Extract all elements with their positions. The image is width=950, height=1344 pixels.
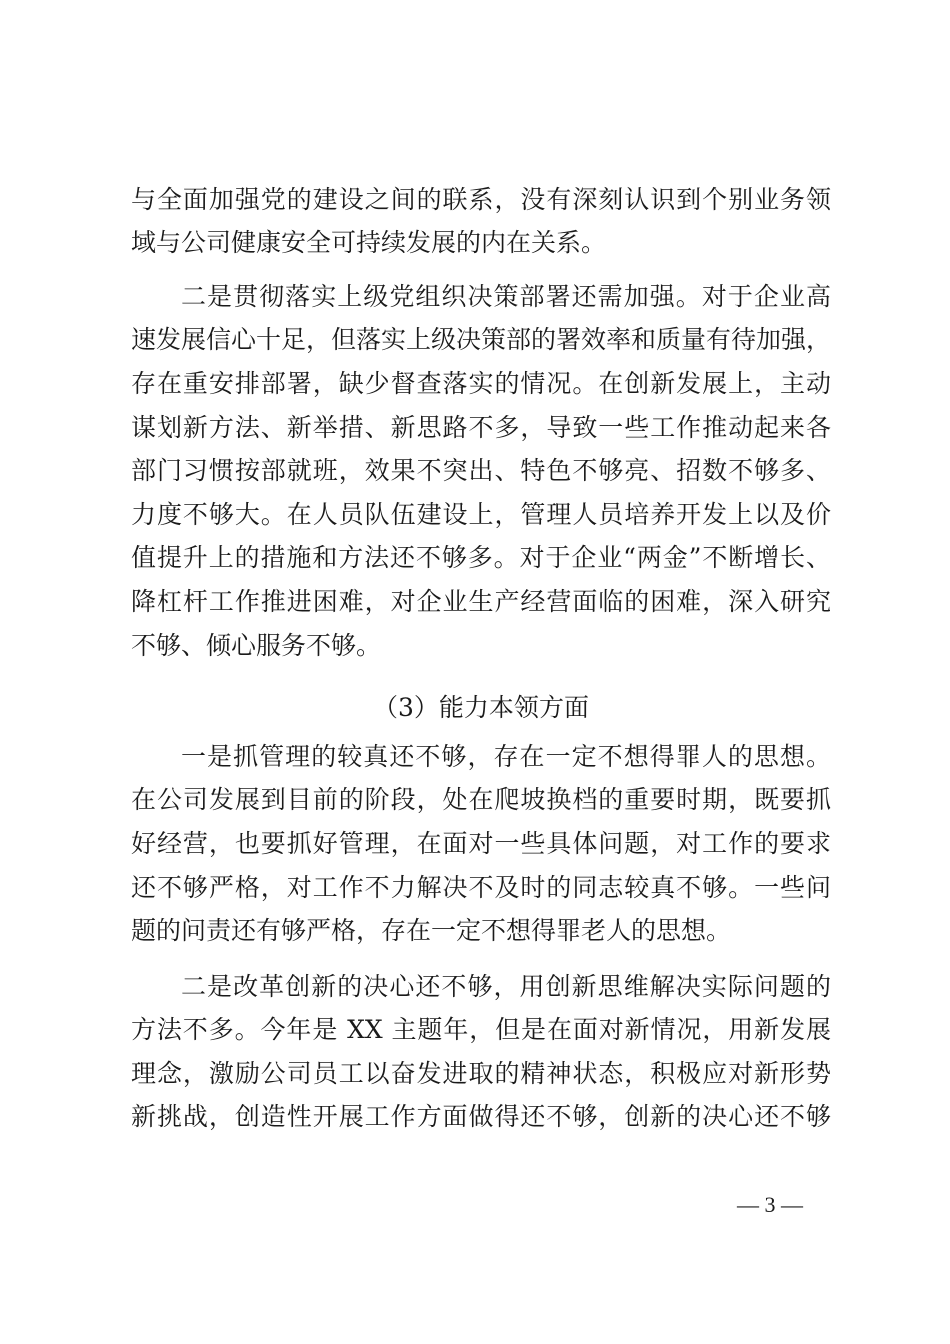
text-line: 不够、倾心服务不够。 [131,631,382,660]
text-line: 部门习惯按部就班，效果不突出、特色不够亮、招数不够多、 [131,456,831,485]
text-line: 新挑战，创造性开展工作方面做得还不够，创新的决心还不够 [131,1102,831,1131]
text-line: 方法不多。今年是 XX 主题年，但是在面对新情况，用新发展 [131,1015,831,1044]
text-line: 理念，激励公司员工以奋发进取的精神状态，积极应对新形势 [131,1059,831,1088]
text-line: 与全面加强党的建设之间的联系，没有深刻认识到个别业务领 [131,185,831,214]
text-line: 好经营，也要抓好管理，在面对一些具体问题，对工作的要求 [131,829,831,858]
paragraph-start-line: 二是贯彻落实上级党组织决策部署还需加强。对于企业高 [181,282,831,311]
page-number: — 3 — [737,1192,803,1217]
text-line: 谋划新方法、新举措、新思路不多，导致一些工作推动起来各 [131,413,831,442]
text-line: 域与公司健康安全可持续发展的内在关系。 [131,228,607,257]
section-heading: （3）能力本领方面 [373,693,589,722]
paragraph-start-line: 一是抓管理的较真还不够，存在一定不想得罪人的思想。 [181,742,831,771]
text-line: 降杠杆工作推进困难，对企业生产经营面临的困难，深入研究 [131,587,831,616]
paragraph-start-line: 二是改革创新的决心还不够，用创新思维解决实际问题的 [181,972,831,1001]
text-line: 题的问责还有够严格，存在一定不想得罪老人的思想。 [131,916,732,945]
text-line: 还不够严格，对工作不力解决不及时的同志较真不够。一些问 [131,873,831,902]
text-line: 力度不够大。在人员队伍建设上，管理人员培养开发上以及价 [131,500,831,529]
text-line: 存在重安排部署，缺少督查落实的情况。在创新发展上，主动 [131,369,831,398]
text-line: 速发展信心十足，但落实上级决策部的署效率和质量有待加强， [131,325,832,354]
text-line: 值提升上的措施和方法还不够多。对于企业“两金”不断增长、 [131,543,831,572]
text-line: 在公司发展到目前的阶段，处在爬坡换档的重要时期，既要抓 [131,785,831,814]
